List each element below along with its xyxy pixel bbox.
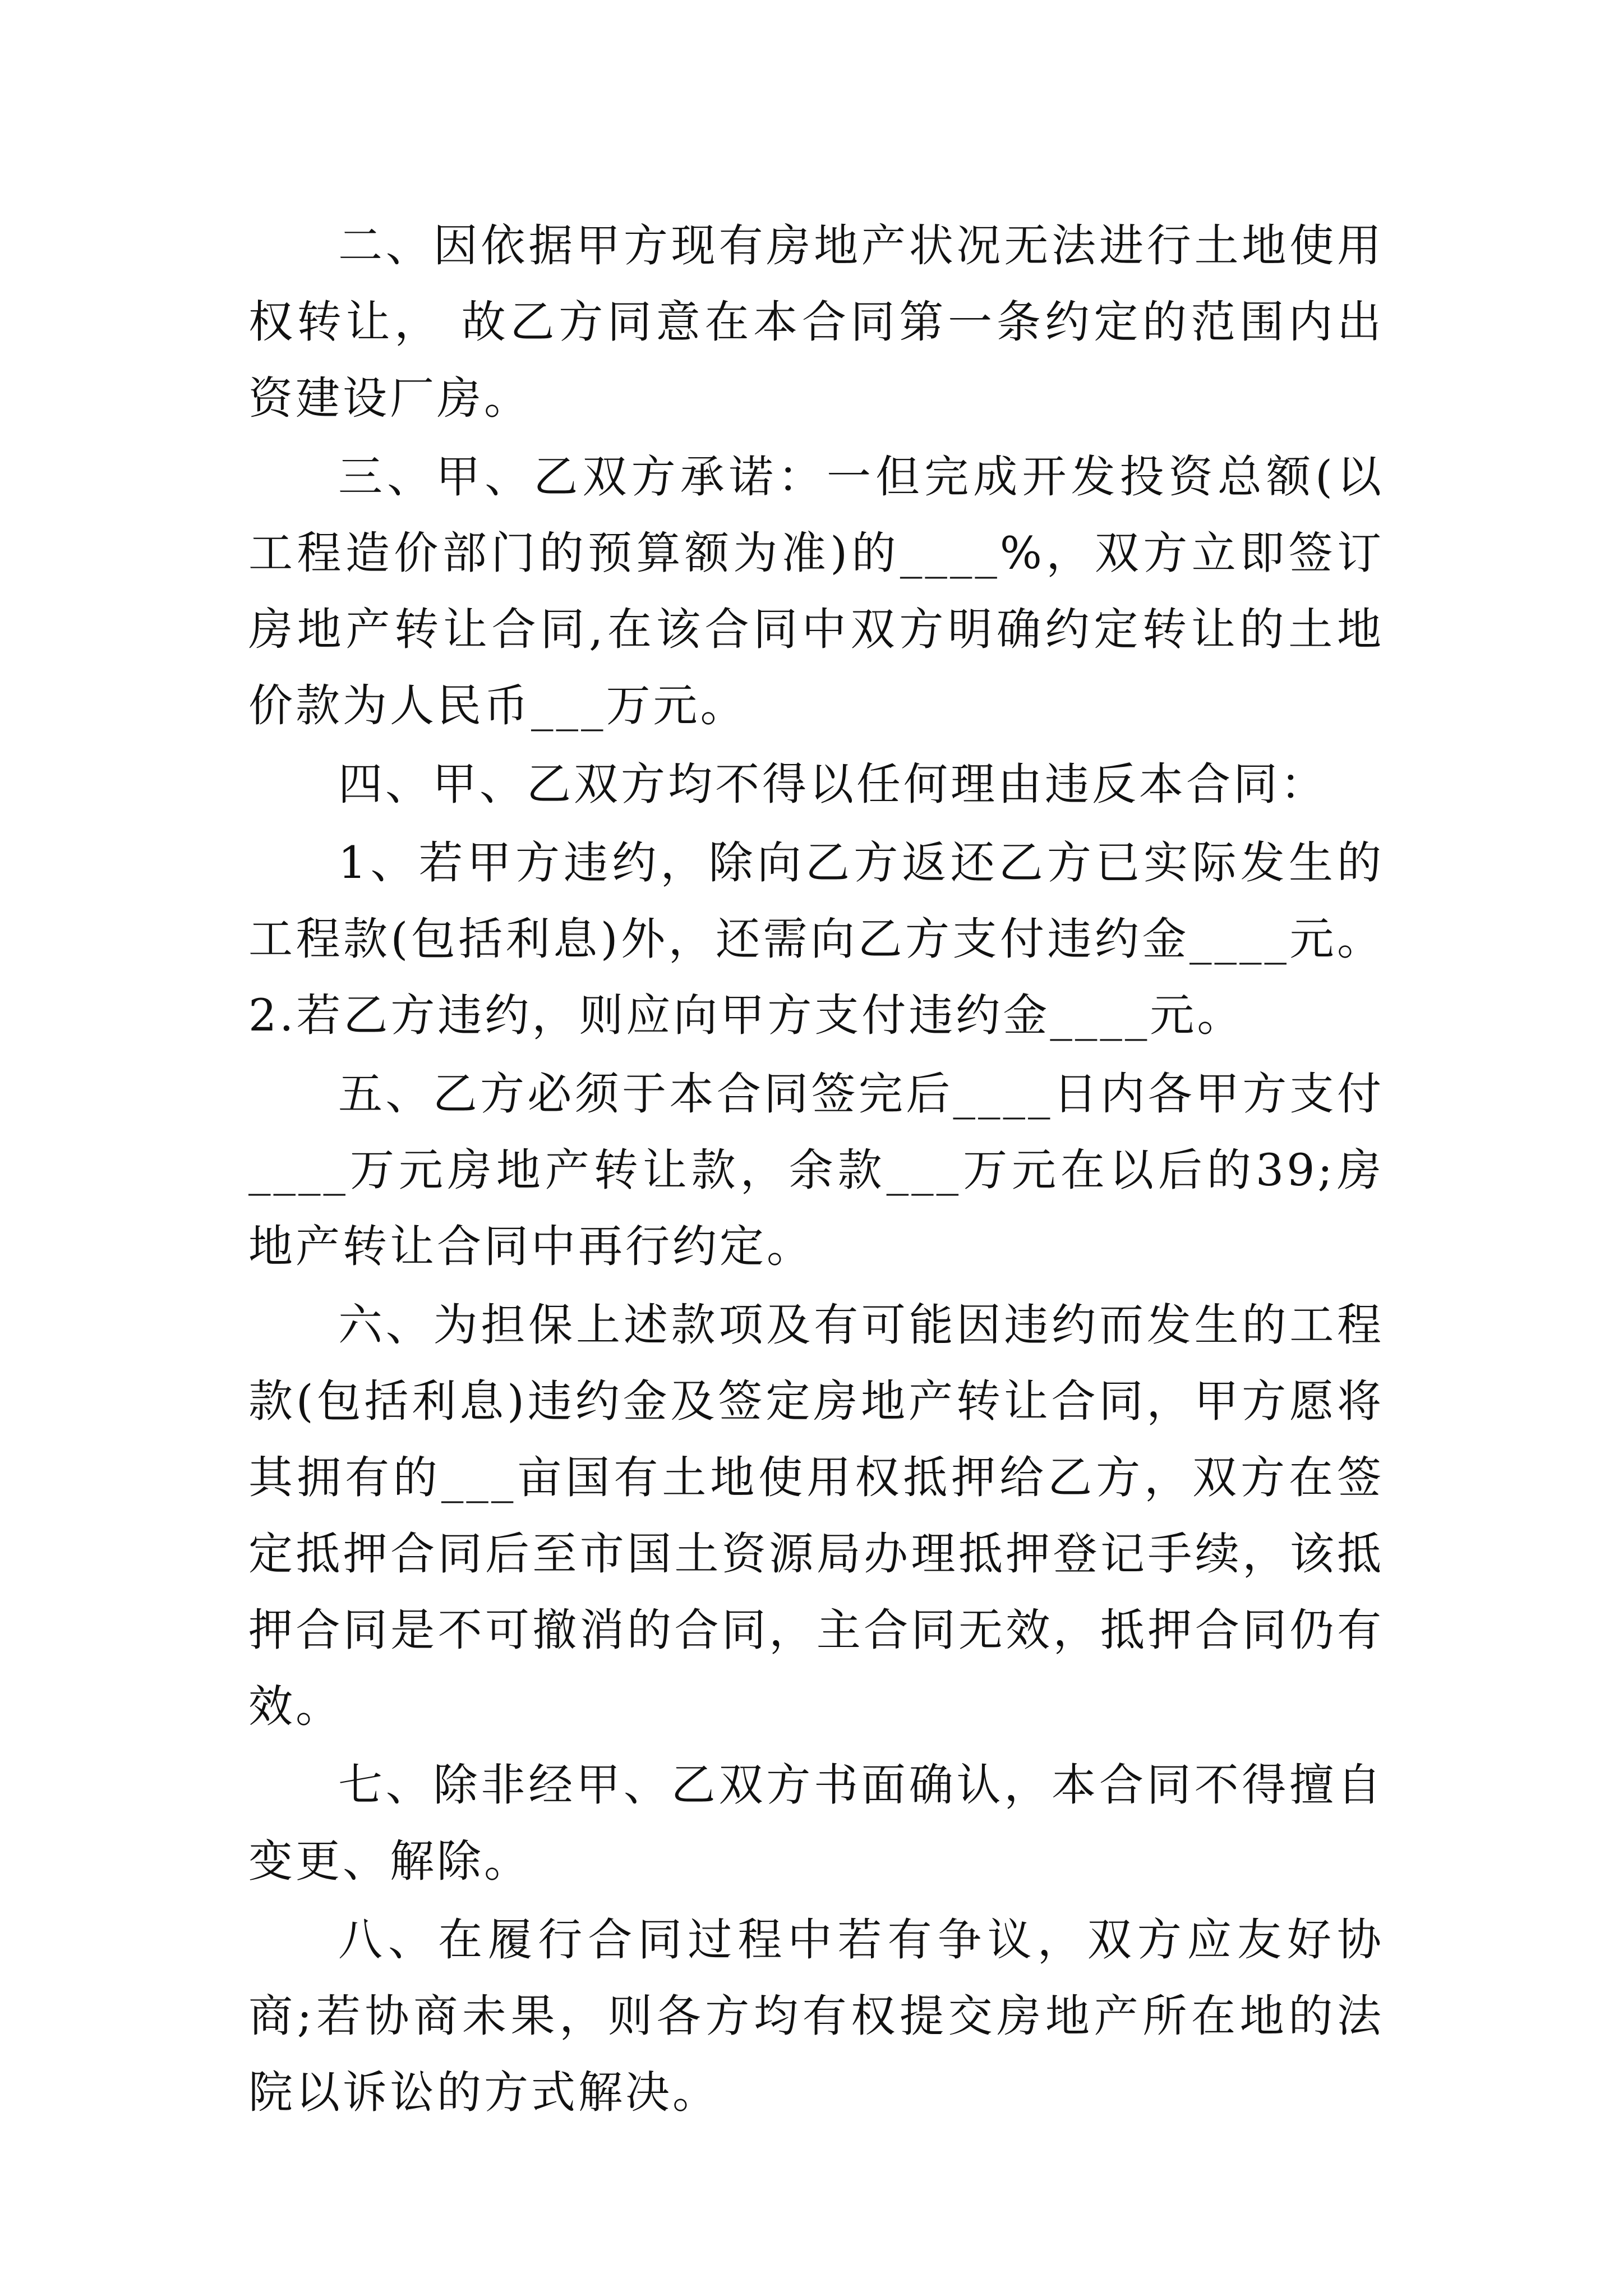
clause-6: 六、为担保上述款项及有可能因违约而发生的工程款(包括利息)违约金及签定房地产转让合同，甲方愿将其拥有的___亩国有土地使用权抵押给乙方，双方在签定抵押合同后至市国土资源局办理抵押登记手续，该抵押合同是不可撤消的合同，主合同无效，抵押合同仍有效。: [248, 1299, 1384, 1732]
clause-7: 七、除非经甲、乙双方书面确认，本合同不得擅自变更、解除。: [248, 1759, 1384, 1887]
clause-8: 八、在履行合同过程中若有争议，双方应友好协商;若协商未果，则各方均有权提交房地产所在地的法院以诉讼的方式解决。: [248, 1914, 1384, 2118]
contract-body: [248, 208, 1384, 2131]
clause-3: 三、甲、乙双方承诺：一但完成开发投资总额(以工程造价部门的预算额为准)的____%，双方立即签订房地产转让合同,在该合同中双方明确约定转让的土地价款为人民币___万元。: [248, 451, 1384, 731]
clause-2: 二、因依据甲方现有房地产状况无法进行土地使用权转让， 故乙方同意在本合同第一条约定的范围内出资建设厂房。: [248, 220, 1384, 424]
clause-4: 四、甲、乙双方均不得以任何理由违反本合同：: [338, 758, 1327, 810]
clause-4-item-1: 1、若甲方违约，除向乙方返还乙方已实际发生的工程款(包括利息)外，还需向乙方支付违约金____元。2.若乙方违约，则应向甲方支付违约金____元。: [248, 837, 1384, 1041]
clause-5: 五、乙方必须于本合同签完后____日内各甲方支付____万元房地产转让款，余款___万元在以后的39;房地产转让合同中再行约定。: [248, 1068, 1384, 1272]
